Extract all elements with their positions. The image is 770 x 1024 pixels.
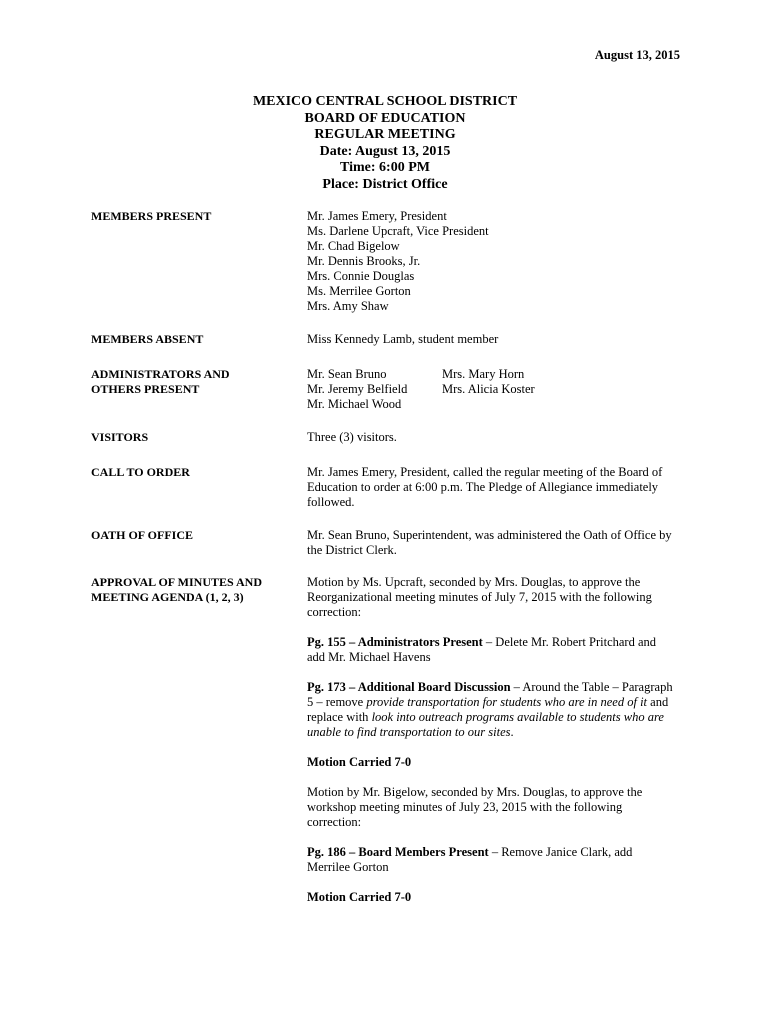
correction-paragraph: Pg. 155 – Administrators Present – Delete Mr. Robert Pritchard and add Mr. Michael Havens — [307, 635, 657, 664]
call-to-order-label: CALL TO ORDER — [91, 465, 190, 479]
administrator-name: Mr. Michael Wood — [307, 397, 402, 411]
member-name: Mr. Dennis Brooks, Jr. — [307, 254, 421, 268]
correction-paragraph: Pg. 186 – Board Members Present – Remove Janice Clark, add Merrilee Gorton — [307, 845, 633, 874]
visitors-text: Three (3) visitors. — [307, 430, 397, 444]
member-name: Ms. Darlene Upcraft, Vice President — [307, 224, 489, 238]
administrator-name: Mr. Sean Bruno — [307, 367, 387, 381]
motion-paragraph: Motion by Ms. Upcraft, seconded by Mrs. Douglas, to approve the Reorganizational meeting minutes of July 7, 2015 with the following correction: — [307, 575, 652, 619]
board-name: BOARD OF EDUCATION — [304, 110, 466, 126]
motion-result: Motion Carried 7-0 — [307, 755, 412, 769]
members-present-list — [307, 209, 683, 314]
member-name: Ms. Merrilee Gorton — [307, 284, 411, 298]
meeting-time: Time: 6:00 PM — [340, 160, 430, 175]
motion-paragraph: Motion by Mr. Bigelow, seconded by Mrs. Douglas, to approve the workshop meeting minutes of July 23, 2015 with the following correction: — [307, 785, 643, 829]
administrators-section — [91, 367, 691, 412]
member-name: Mr. James Emery, President — [307, 209, 447, 223]
members-absent-text: Miss Kennedy Lamb, student member — [307, 332, 499, 346]
approval-label: APPROVAL OF MINUTES AND MEETING AGENDA (1, 2, 3) — [91, 575, 263, 604]
member-name: Mr. Chad Bigelow — [307, 239, 400, 253]
visitors-label: VISITORS — [91, 430, 149, 444]
oath-of-office-label: OATH OF OFFICE — [91, 528, 193, 542]
meeting-date: Date: August 13, 2015 — [319, 143, 451, 159]
administrator-name: Mrs. Mary Horn — [442, 367, 525, 381]
member-name: Mrs. Amy Shaw — [307, 299, 389, 313]
administrator-name: Mrs. Alicia Koster — [442, 382, 535, 396]
motion-result: Motion Carried 7-0 — [307, 890, 412, 904]
member-name: Mrs. Connie Douglas — [307, 269, 415, 283]
administrator-name: Mr. Jeremy Belfield — [307, 382, 408, 396]
administrators-list — [307, 367, 683, 412]
meeting-place: Place: District Office — [322, 176, 448, 192]
administrators-label: ADMINISTRATORS AND OTHERS PRESENT — [91, 367, 230, 396]
correction-paragraph: Pg. 173 – Additional Board Discussion – Around the Table – Paragraph 5 – remove provide transportation for students who are in need of it and replace with look into outreach programs available to students who are unable to find transportation to our sites. — [307, 680, 673, 739]
meeting-type: REGULAR MEETING — [314, 127, 456, 142]
district-name: MEXICO CENTRAL SCHOOL DISTRICT — [252, 94, 518, 109]
members-present-label: MEMBERS PRESENT — [91, 209, 212, 223]
members-absent-label: MEMBERS ABSENT — [91, 332, 204, 346]
meeting-header — [0, 94, 770, 193]
approval-content — [307, 575, 683, 905]
administrators-col2 — [442, 367, 535, 397]
oath-of-office-text: Mr. Sean Bruno, Superintendent, was administered the Oath of Office by the District Clerk. — [307, 528, 672, 557]
page-date: August 13, 2015 — [594, 48, 680, 62]
call-to-order-text: Mr. James Emery, President, called the regular meeting of the Board of Education to order at 6:00 p.m. The Pledge of Allegiance immediately followed. — [307, 465, 663, 509]
